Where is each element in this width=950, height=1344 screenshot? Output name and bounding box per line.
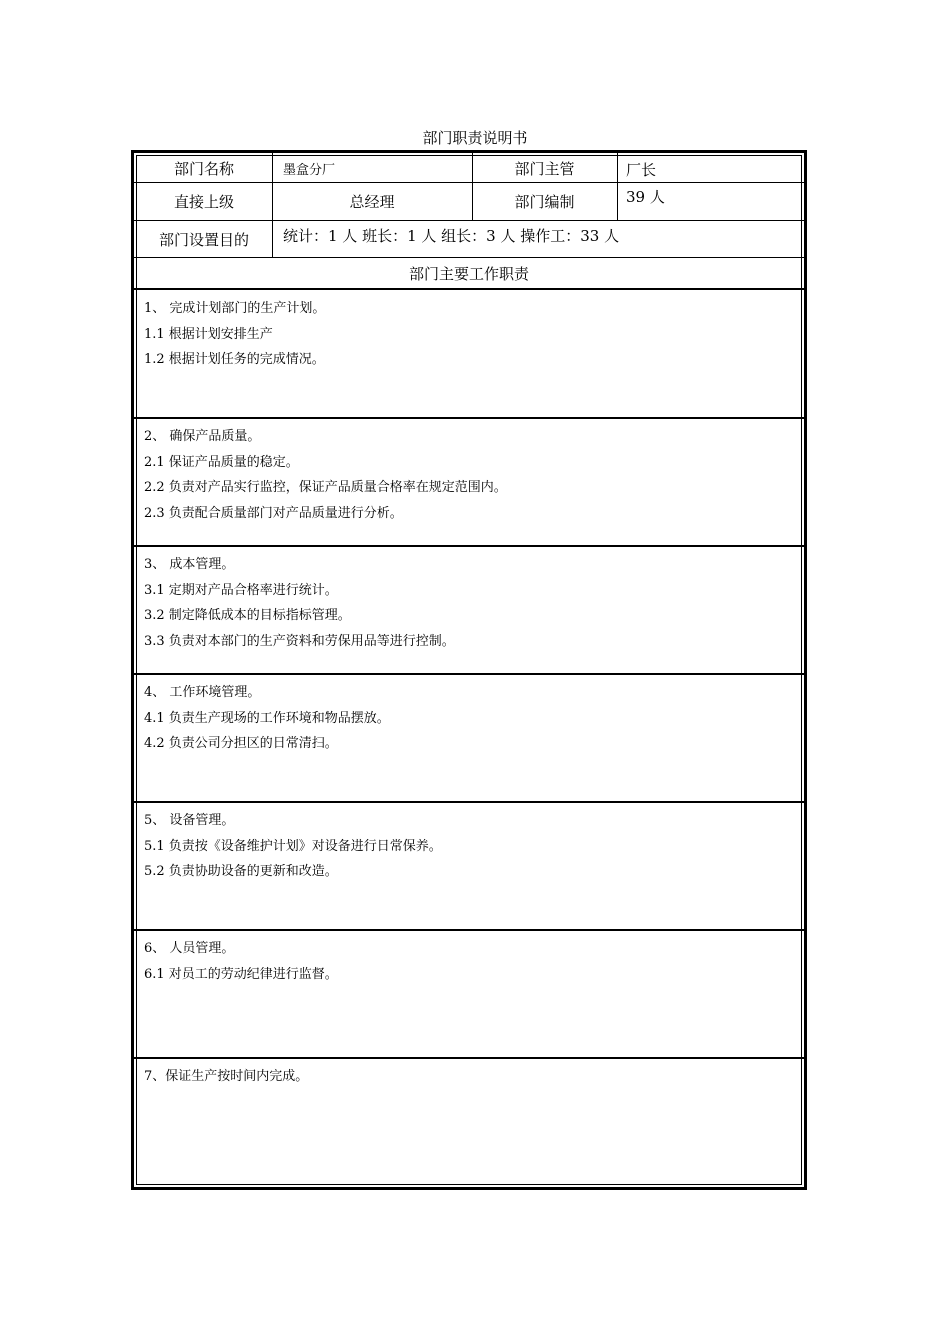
duty-item: 1.2 根据计划任务的完成情况。 xyxy=(144,352,325,367)
superior-value: 总经理 xyxy=(349,193,395,211)
duty-section xyxy=(134,290,804,418)
staffing-value: 39 人 xyxy=(626,188,665,206)
duty-item: 2.3 负责配合质量部门对产品质量进行分析。 xyxy=(144,505,403,521)
duty-table xyxy=(131,150,807,1190)
duty-heading: 7、保证生产按时间内完成。 xyxy=(144,1069,309,1084)
duty-item: 5.2 负责协助设备的更新和改造。 xyxy=(144,864,338,879)
purpose-value: 统计：1 人 班长：1 人 组长：3 人 操作工：33 人 xyxy=(283,227,620,245)
dept-name-label: 部门名称 xyxy=(173,160,234,178)
duty-item: 6.1 对员工的劳动纪律进行监督。 xyxy=(144,966,338,982)
duty-item: 3.1 定期对产品合格率进行统计。 xyxy=(144,582,338,598)
superior-label: 直接上级 xyxy=(173,193,234,211)
purpose-label: 部门设置目的 xyxy=(158,230,249,249)
duty-item: 5.1 负责按《设备维护计划》对设备进行日常保养。 xyxy=(144,838,442,854)
col-divider xyxy=(617,153,618,220)
dept-name-value: 墨盒分厂 xyxy=(283,163,336,178)
page-title: 部门职责说明书 xyxy=(422,129,528,147)
duty-item: 2.2 负责对产品实行监控，保证产品质量合格率在规定范围内。 xyxy=(144,480,507,495)
duty-section xyxy=(134,1058,804,1186)
duty-heading: 4、 工作环境管理。 xyxy=(144,685,261,700)
duties-header: 部门主要工作职责 xyxy=(408,264,529,283)
duty-item: 3.3 负责对本部门的生产资料和劳保用品等进行控制。 xyxy=(144,633,455,649)
duty-heading: 2、 确保产品质量。 xyxy=(144,429,261,444)
duty-item: 2.1 保证产品质量的稳定。 xyxy=(144,454,299,470)
dept-head-label: 部门主管 xyxy=(514,160,575,178)
duty-heading: 3、 成本管理。 xyxy=(144,557,235,572)
duty-heading: 6、 人员管理。 xyxy=(144,941,235,956)
duty-section xyxy=(134,802,804,930)
duty-item: 1.1 根据计划安排生产 xyxy=(144,326,273,342)
duty-section xyxy=(134,546,804,674)
dept-head-value: 厂长 xyxy=(626,161,657,179)
staffing-label: 部门编制 xyxy=(514,193,575,211)
duty-item: 3.2 制定降低成本的目标指标管理。 xyxy=(144,608,351,623)
duty-section xyxy=(134,418,804,546)
duty-item: 4.1 负责生产现场的工作环境和物品摆放。 xyxy=(144,710,390,726)
duty-section xyxy=(134,930,804,1058)
duty-section xyxy=(134,674,804,802)
duty-heading: 1、 完成计划部门的生产计划。 xyxy=(144,301,326,316)
duty-item: 4.2 负责公司分担区的日常清扫。 xyxy=(144,736,338,751)
duty-heading: 5、 设备管理。 xyxy=(144,813,235,828)
